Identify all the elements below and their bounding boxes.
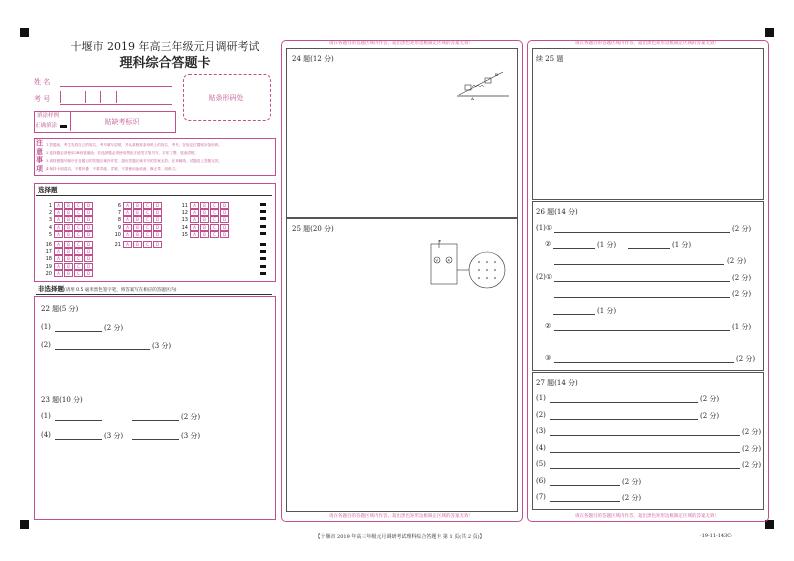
question-number: 3 [48, 217, 52, 224]
option-bubble[interactable]: D [220, 202, 229, 209]
q26-l8-score: (2 分) [736, 355, 756, 363]
barcode-label: 贴条形码处 [208, 94, 244, 102]
option-bubble[interactable]: C [74, 248, 83, 255]
question-number: 8 [117, 217, 121, 224]
mcq-row [180, 231, 230, 238]
q26-l2-score: (1 分) [597, 241, 617, 249]
q26-l8-answer[interactable] [554, 362, 734, 363]
question-number: 15 [181, 231, 188, 238]
q22-part2-score: (3 分) [152, 342, 172, 350]
option-bubble[interactable]: D [220, 231, 229, 238]
option-bubble[interactable]: A [190, 231, 199, 238]
mcq-row [44, 255, 94, 262]
mcq-row [44, 216, 94, 223]
q27-part-label: (2) [536, 410, 546, 419]
option-bubble[interactable]: A [123, 216, 132, 223]
q26-l2-answer[interactable] [553, 248, 595, 249]
option-bubble[interactable]: B [64, 270, 73, 277]
q27-part-label: (3) [536, 427, 546, 435]
notes-text: 1.答题前，考生先将自己的姓名、考号填写清楚，并认真核准条形码上的姓名、考号，在规定位置贴好条形码。 2.选择题必须使用2B铅笔填涂；非选择题必须使用黑色字迹签字笔书写，字体工整、笔迹清楚。 3.请按照题号顺序在各题目的答题区域内作答，超出答题区域书写的答案无效；在草稿纸、试题卷上答题无效。 4.保持卡面清洁，不要折叠、不要弄破、弄皱，不准使用涂改液、修正带、刮纸刀。 [46, 143, 222, 171]
id-field[interactable] [60, 91, 117, 103]
question-number: 14 [181, 224, 188, 231]
option-bubble[interactable]: D [153, 231, 162, 238]
option-bubble[interactable]: A [54, 216, 63, 223]
mcq-row [113, 241, 163, 248]
q22-q23-box [34, 296, 276, 520]
option-bubble[interactable]: C [74, 231, 83, 238]
option-bubble[interactable]: D [220, 209, 229, 216]
option-bubble[interactable]: A [190, 209, 199, 216]
option-bubble[interactable]: A [54, 248, 63, 255]
q26-l2-label: ② [545, 240, 552, 248]
exam-title: 十堰市 2019 年高三年级元月调研考试 [70, 40, 260, 53]
q27-part-label: (6) [536, 476, 546, 485]
svg-text:V: V [435, 258, 438, 263]
q23-part1-answer-b[interactable] [132, 420, 179, 421]
option-bubble[interactable]: C [74, 270, 83, 277]
q27-part-label: (1) [536, 394, 546, 402]
question-number: 1 [48, 203, 52, 209]
q27-part-answer[interactable] [550, 402, 698, 403]
mcq-row [180, 224, 230, 231]
option-bubble[interactable]: A [54, 270, 63, 277]
correct-fill-label: 正确填涂 [35, 123, 58, 129]
mcq-row [44, 209, 94, 216]
option-bubble[interactable]: A [54, 202, 63, 209]
id-label: 考 号 [34, 95, 51, 103]
option-bubble[interactable]: D [84, 231, 93, 238]
q23-part1-label: (1) [41, 412, 51, 420]
timing-mark [260, 257, 266, 260]
option-bubble[interactable]: C [74, 255, 83, 262]
option-bubble[interactable]: C [143, 241, 152, 248]
q26-l1-label: (1)① [536, 224, 553, 232]
option-bubble[interactable]: B [64, 231, 73, 238]
absent-sticker-label: 贴缺考标识 [104, 118, 140, 126]
option-bubble[interactable]: B [64, 263, 73, 270]
choice-title-line [36, 195, 272, 196]
option-bubble[interactable]: A [54, 231, 63, 238]
question-number: 7 [117, 210, 121, 217]
bottom-notice-2: 请在各题目的答题区域内作答，超出黑色矩形边框限定区域的答案无效！ [329, 514, 473, 519]
option-bubble[interactable]: C [210, 202, 219, 209]
option-bubble[interactable]: C [74, 263, 83, 270]
nonchoice-title: 非选择题(请用 0.5 毫米黑色签字笔，将答案写在相应的答题区内) [38, 285, 177, 293]
option-bubble[interactable]: D [84, 263, 93, 270]
option-bubble[interactable]: D [153, 202, 162, 209]
question-number: 4 [48, 224, 52, 231]
question-number: 18 [45, 256, 52, 263]
timing-mark [260, 265, 266, 268]
mcq-row [44, 231, 94, 238]
option-bubble[interactable]: A [54, 209, 63, 216]
id-divider [85, 91, 86, 103]
mcq-row [180, 216, 230, 223]
option-bubble[interactable]: D [153, 216, 162, 223]
q27-part-answer[interactable] [550, 485, 620, 486]
mcq-row [113, 216, 163, 223]
question-number: 12 [181, 210, 188, 217]
option-bubble[interactable]: C [210, 231, 219, 238]
q26-title: 26 题(14 分) [536, 208, 578, 216]
q27-part-label: (5) [536, 460, 546, 468]
q27-title: 27 题(14 分) [536, 379, 578, 387]
corner-mark [765, 28, 774, 37]
option-bubble[interactable]: C [74, 224, 83, 231]
question-number: 17 [45, 249, 52, 256]
q27-part-answer[interactable] [550, 501, 620, 502]
q24-title: 24 题(12 分) [292, 55, 334, 63]
corner-mark [20, 28, 29, 37]
option-bubble[interactable]: D [84, 241, 93, 248]
q26-l2-answer-b[interactable] [628, 248, 670, 249]
option-bubble[interactable]: B [133, 231, 142, 238]
option-bubble[interactable]: B [64, 248, 73, 255]
timing-mark [260, 243, 266, 246]
q26-l4-answer[interactable] [554, 281, 730, 282]
option-bubble[interactable]: C [210, 216, 219, 223]
name-field[interactable] [60, 86, 172, 87]
footer-code: ·19-11-143C· [700, 533, 733, 539]
q25-continued-title: 续 25 题 [536, 55, 564, 63]
q27-box [532, 372, 764, 510]
q26-l7-answer[interactable] [554, 330, 730, 331]
q26-l3-score: (2 分) [727, 257, 747, 265]
top-notice-2: 请在各题目的答题区域内作答，超出黑色矩形边框限定区域的答案无效！ [329, 41, 473, 46]
option-bubble[interactable]: C [74, 202, 83, 209]
option-bubble[interactable]: B [64, 209, 73, 216]
option-bubble[interactable]: A [190, 202, 199, 209]
option-bubble[interactable]: D [153, 209, 162, 216]
q22-title: 22 题(5 分) [41, 305, 79, 313]
q23-part1-answer[interactable] [55, 420, 102, 421]
mcq-row [44, 270, 94, 277]
option-bubble[interactable]: D [84, 270, 93, 277]
q26-l1-answer[interactable] [554, 232, 730, 233]
q27-part-label: (4) [536, 443, 546, 452]
mcq-row [113, 209, 163, 216]
name-label: 姓 名 [34, 78, 51, 86]
q27-part-score: (2 分) [622, 477, 642, 486]
nonchoice-line [36, 294, 272, 295]
q22-part1-answer[interactable] [55, 331, 102, 332]
q26-l5-answer[interactable] [554, 297, 730, 298]
q27-part-answer[interactable] [550, 419, 698, 420]
sheet-title: 理科综合答题卡 [119, 56, 211, 71]
q27-part-score: (2 分) [742, 428, 762, 436]
svg-text:B: B [495, 72, 498, 77]
option-bubble[interactable]: A [190, 216, 199, 223]
question-number: 21 [114, 242, 121, 248]
option-bubble[interactable]: C [74, 209, 83, 216]
q23-part4-score-b: (3 分) [181, 432, 201, 440]
question-number: 16 [45, 242, 52, 248]
q27-part-label: (7) [536, 493, 546, 501]
option-bubble[interactable]: A [123, 231, 132, 238]
q23-part4-label: (4) [41, 431, 51, 439]
q26-l4-label: (2)① [536, 273, 553, 281]
q25-figure [425, 234, 510, 292]
question-number: 13 [181, 217, 188, 224]
svg-text:A: A [447, 258, 450, 263]
timing-mark [260, 250, 266, 253]
choice-title: 选择题 [38, 186, 58, 194]
timing-mark [260, 272, 266, 275]
q27-part-score: (2 分) [700, 395, 720, 403]
option-bubble[interactable]: D [84, 248, 93, 255]
option-bubble[interactable]: C [143, 216, 152, 223]
question-number: 10 [114, 231, 121, 238]
q27-part-score: (2 分) [742, 461, 762, 469]
question-number: 20 [45, 270, 52, 277]
id-divider [100, 91, 101, 103]
option-bubble[interactable]: C [143, 231, 152, 238]
q27-part-score: (2 分) [622, 494, 642, 502]
option-bubble[interactable]: A [123, 202, 132, 209]
option-bubble[interactable]: D [84, 216, 93, 223]
q26-l6-answer[interactable] [553, 314, 595, 315]
option-bubble[interactable]: A [54, 224, 63, 231]
option-bubble[interactable]: B [133, 209, 142, 216]
question-number: 9 [117, 224, 121, 231]
svg-text:A: A [471, 96, 474, 101]
option-bubble[interactable]: B [133, 202, 142, 209]
option-bubble[interactable]: D [84, 255, 93, 262]
option-bubble[interactable]: B [64, 202, 73, 209]
option-bubble[interactable]: D [84, 202, 93, 209]
q23-part4-score: (3 分) [104, 432, 124, 440]
q26-box [532, 201, 764, 371]
q22-part1-score: (2 分) [104, 324, 124, 332]
option-bubble[interactable]: C [143, 209, 152, 216]
option-bubble[interactable]: B [200, 216, 209, 223]
option-bubble[interactable]: B [200, 202, 209, 209]
corner-mark [20, 520, 29, 529]
q26-l8-label: ③ [545, 354, 552, 362]
q26-l7-score: (1 分) [732, 323, 752, 331]
option-bubble[interactable]: C [74, 216, 83, 223]
timing-mark [260, 203, 266, 206]
q27-part-score: (2 分) [700, 411, 720, 420]
svg-text:E: E [439, 239, 442, 243]
top-notice-3: 请在各题目的答题区域内作答，超出黑色矩形边框限定区域的答案无效！ [575, 41, 719, 46]
option-bubble[interactable]: A [54, 263, 63, 270]
q26-l2-score-b: (1 分) [672, 241, 692, 249]
option-bubble[interactable]: C [210, 209, 219, 216]
question-number: 6 [117, 203, 121, 209]
option-bubble[interactable]: D [153, 224, 162, 231]
q23-title: 23 题(10 分) [41, 396, 83, 404]
q27-part-answer[interactable] [550, 468, 740, 469]
mcq-row [44, 241, 94, 248]
q22-part2-label: (2) [41, 341, 51, 349]
mcq-row [44, 202, 94, 209]
notes-head: 注 意 事 项 [36, 138, 43, 173]
option-bubble[interactable]: C [74, 241, 83, 248]
bottom-notice-3: 请在各题目的答题区域内作答，超出黑色矩形边框限定区域的答案无效！ [575, 514, 719, 519]
q26-l5-score: (2 分) [732, 290, 752, 298]
option-bubble[interactable]: D [220, 216, 229, 223]
q23-part4-answer[interactable] [55, 439, 102, 440]
q24-figure [455, 62, 510, 102]
option-bubble[interactable]: B [64, 224, 73, 231]
timing-mark [260, 210, 266, 213]
option-bubble[interactable]: D [84, 224, 93, 231]
q27-part-answer[interactable] [550, 435, 740, 436]
question-number: 11 [181, 203, 188, 209]
question-number: 5 [48, 231, 52, 238]
q23-part4-answer-b[interactable] [132, 439, 179, 440]
q22-part1-label: (1) [41, 323, 51, 331]
option-bubble[interactable]: D [84, 209, 93, 216]
question-number: 19 [45, 263, 52, 270]
q27-part-answer[interactable] [550, 452, 740, 453]
q22-part2-answer[interactable] [55, 349, 150, 350]
footer-center: 【十堰市 2019 年高三年级元月调研考试理科综合答题卡 第 1 页(共 2 页)】 [315, 534, 485, 540]
q27-part-score: (2 分) [742, 444, 762, 453]
option-bubble[interactable]: A [123, 241, 132, 248]
option-bubble[interactable]: B [200, 209, 209, 216]
question-number: 2 [48, 210, 52, 217]
option-bubble[interactable]: D [153, 241, 162, 248]
option-bubble[interactable]: C [143, 202, 152, 209]
timing-mark [260, 225, 266, 228]
mcq-row [44, 263, 94, 270]
option-bubble[interactable]: A [190, 224, 199, 231]
id-underline [60, 104, 172, 105]
q26-l6-score: (1 分) [597, 307, 617, 315]
mcq-row [44, 224, 94, 231]
mcq-row [44, 248, 94, 255]
q26-l1-score: (2 分) [732, 225, 752, 233]
mcq-row [180, 209, 230, 216]
q26-l7-label: ② [545, 322, 552, 330]
correct-fill-mark [60, 125, 67, 128]
q25-continued-box [532, 48, 764, 200]
option-bubble[interactable]: B [200, 224, 209, 231]
q26-l3-answer[interactable] [554, 264, 724, 265]
option-bubble[interactable]: A [123, 209, 132, 216]
mcq-row [113, 224, 163, 231]
option-bubble[interactable]: B [133, 241, 142, 248]
option-bubble[interactable]: C [210, 224, 219, 231]
option-bubble[interactable]: A [54, 241, 63, 248]
option-bubble[interactable]: B [133, 216, 142, 223]
mcq-row [180, 202, 230, 209]
option-bubble[interactable]: B [64, 255, 73, 262]
option-bubble[interactable]: B [64, 216, 73, 223]
timing-mark [260, 232, 266, 235]
option-bubble[interactable]: B [64, 241, 73, 248]
q25-title: 25 题(20 分) [292, 225, 334, 233]
option-bubble[interactable]: A [54, 255, 63, 262]
option-bubble[interactable]: B [133, 224, 142, 231]
option-bubble[interactable]: A [123, 224, 132, 231]
option-bubble[interactable]: B [200, 231, 209, 238]
mcq-row [113, 231, 163, 238]
mcq-row [113, 202, 163, 209]
option-bubble[interactable]: D [220, 224, 229, 231]
option-bubble[interactable]: C [143, 224, 152, 231]
q26-l4-score: (2 分) [732, 274, 752, 282]
fill-sample-label: 填涂样例 [37, 113, 60, 119]
q23-part1-score: (2 分) [181, 413, 201, 421]
timing-mark [260, 217, 266, 220]
